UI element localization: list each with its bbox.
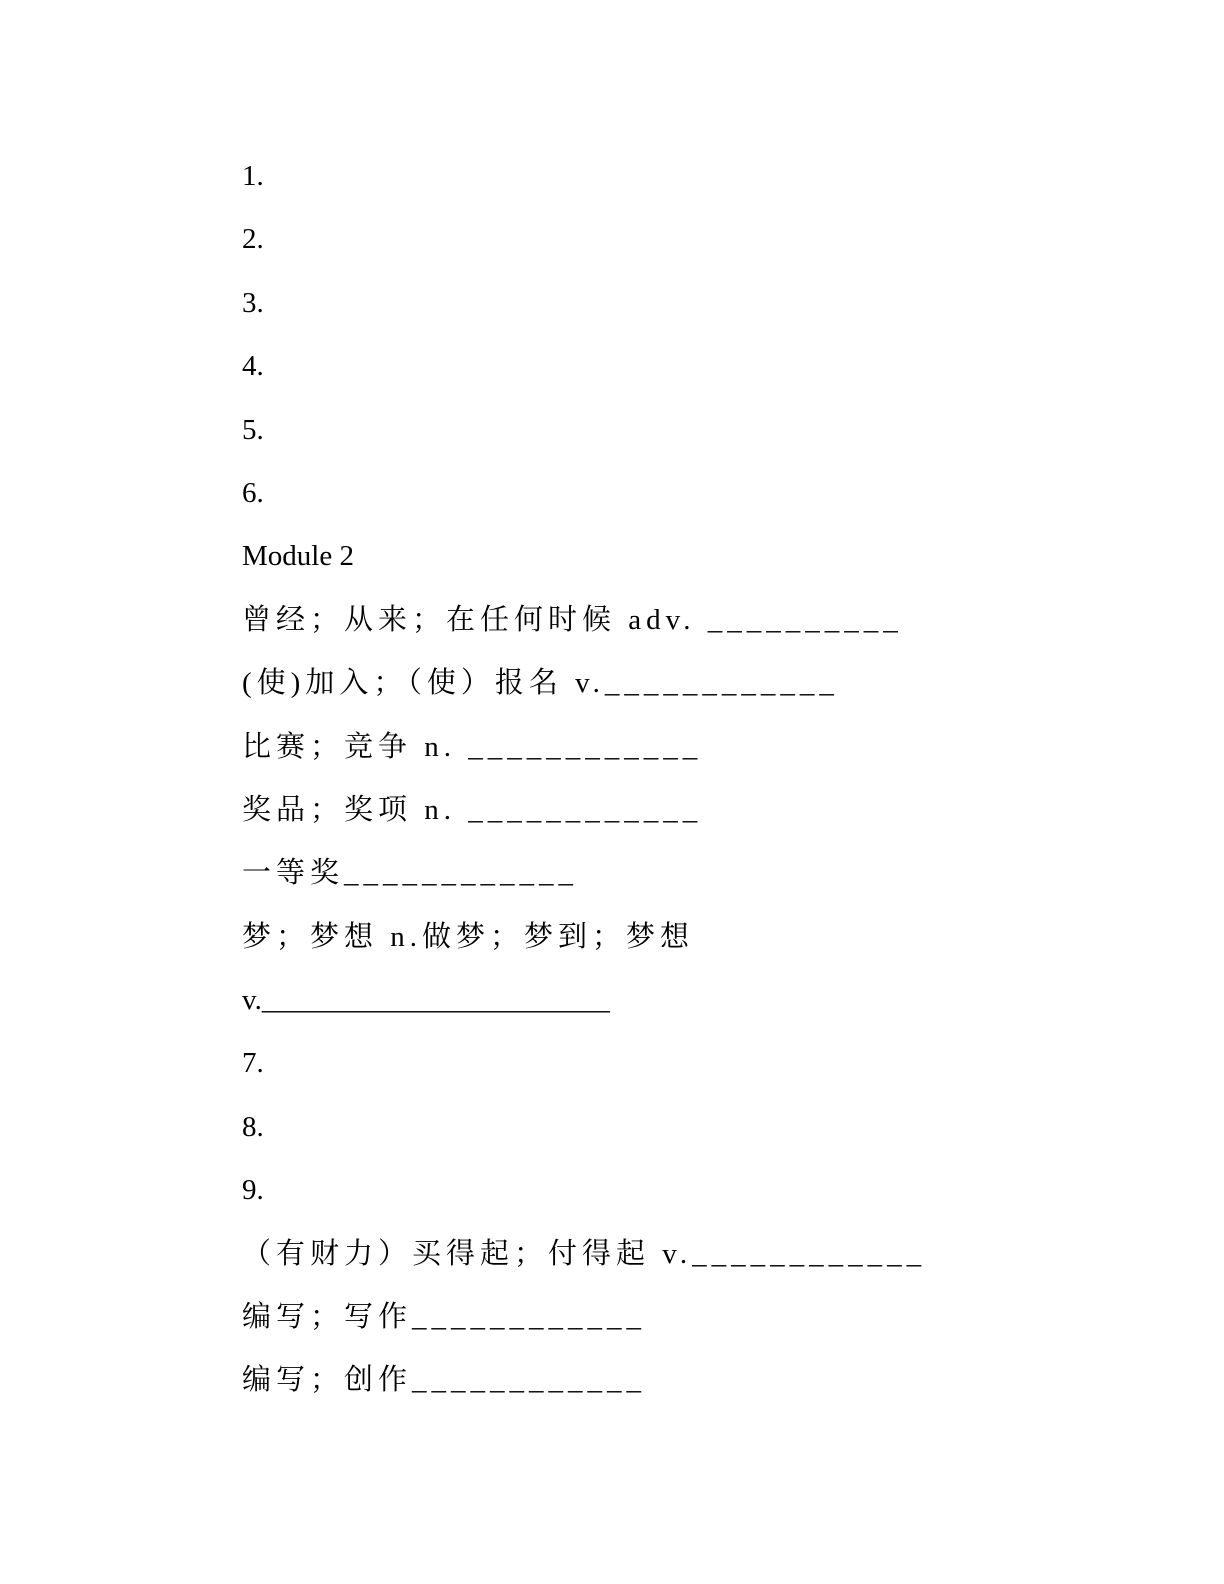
list-number-7: 7. <box>242 1047 264 1080</box>
list-number-2: 2. <box>242 223 264 256</box>
vocab-line-enter: (使)加入；（使）报名 v.____________ <box>242 667 839 700</box>
vocab-line-ever: 曾经；从来；在任何时候 adv. __________ <box>242 603 903 636</box>
list-number-1: 1. <box>242 160 264 192</box>
vocab-line-prize: 奖品；奖项 n. ____________ <box>242 793 703 826</box>
list-number-3: 3. <box>242 286 264 319</box>
vocab-line-competition: 比赛；竞争 n. ____________ <box>242 730 703 763</box>
list-number-6: 6. <box>242 476 264 509</box>
document-page <box>242 148 1002 1416</box>
list-number-8: 8. <box>242 1110 264 1143</box>
vocab-line-compose: 编写；创作____________ <box>242 1364 647 1397</box>
list-number-5: 5. <box>242 413 264 446</box>
vocab-line-dream-verb: v.________________________ <box>242 984 610 1017</box>
vocab-line-afford: （有财力）买得起；付得起 v.____________ <box>242 1237 927 1270</box>
list-number-4: 4. <box>242 350 264 383</box>
vocab-line-first-prize: 一等奖____________ <box>242 857 579 890</box>
vocab-line-dream: 梦；梦想 n.做梦；梦到；梦想 <box>242 920 695 953</box>
vocab-line-write: 编写；写作____________ <box>242 1301 647 1334</box>
list-number-9: 9. <box>242 1174 264 1207</box>
module-heading: Module 2 <box>242 540 354 573</box>
